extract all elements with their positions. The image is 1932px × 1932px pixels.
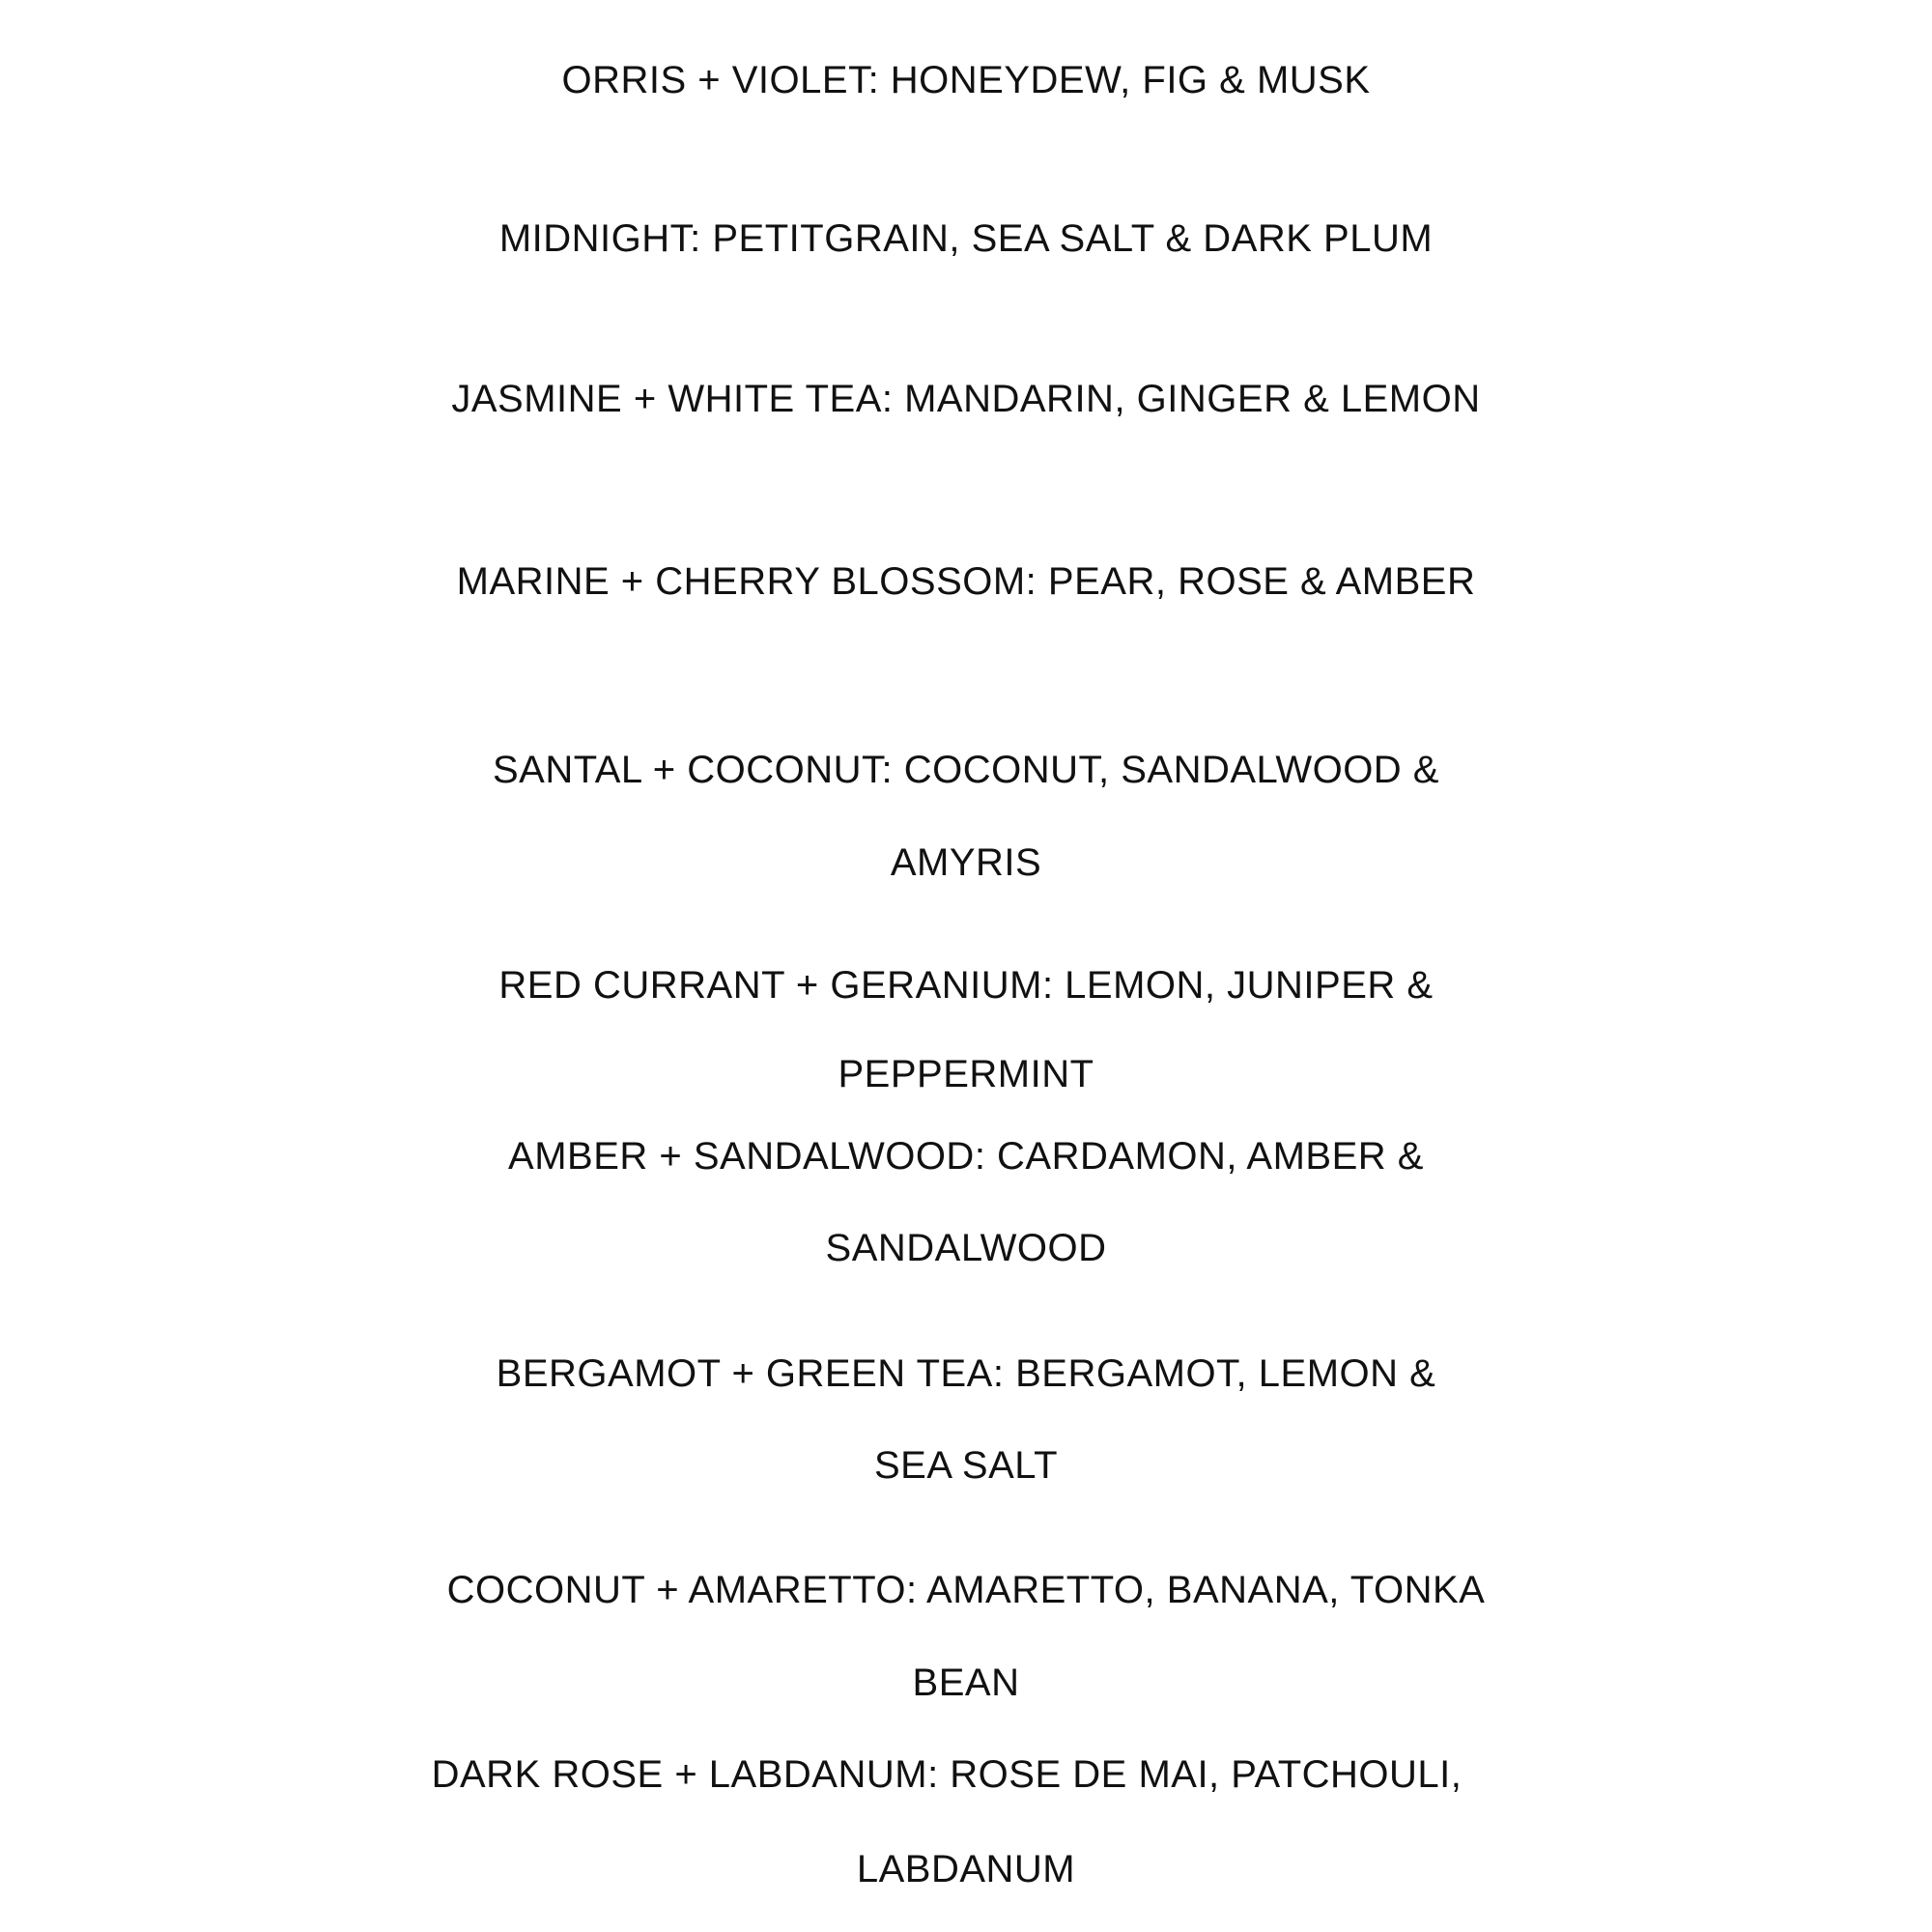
scent-bergamot-green-tea-cont: SEA SALT	[873, 1444, 1058, 1487]
scent-amber-sandalwood-cont: SANDALWOOD	[825, 1227, 1107, 1269]
scent-coconut-amaretto-cont: BEAN	[912, 1662, 1020, 1704]
scent-red-currant-geranium-cont: PEPPERMINT	[838, 1053, 1094, 1095]
scent-santal-coconut: SANTAL + COCONUT: COCONUT, SANDALWOOD &	[493, 749, 1439, 791]
scent-amber-sandalwood: AMBER + SANDALWOOD: CARDAMON, AMBER &	[508, 1135, 1424, 1178]
scent-santal-coconut-cont: AMYRIS	[890, 841, 1042, 884]
scent-red-currant-geranium: RED CURRANT + GERANIUM: LEMON, JUNIPER &	[498, 964, 1434, 1007]
scent-coconut-amaretto: COCONUT + AMARETTO: AMARETTO, BANANA, TONKA	[446, 1569, 1486, 1611]
scent-jasmine-white-tea: JASMINE + WHITE TEA: MANDARIN, GINGER & LEMON	[451, 378, 1481, 420]
scent-marine-cherry-blossom: MARINE + CHERRY BLOSSOM: PEAR, ROSE & AMBER	[456, 560, 1476, 603]
scent-orris-violet: ORRIS + VIOLET: HONEYDEW, FIG & MUSK	[561, 59, 1371, 101]
scent-bergamot-green-tea: BERGAMOT + GREEN TEA: BERGAMOT, LEMON &	[496, 1352, 1436, 1395]
scent-dark-rose-labdanum: DARK ROSE + LABDANUM: ROSE DE MAI, PATCHOULI,	[431, 1753, 1463, 1796]
scent-dark-rose-labdanum-cont: LABDANUM	[856, 1848, 1076, 1890]
scent-midnight: MIDNIGHT: PETITGRAIN, SEA SALT & DARK PLUM	[498, 217, 1434, 260]
